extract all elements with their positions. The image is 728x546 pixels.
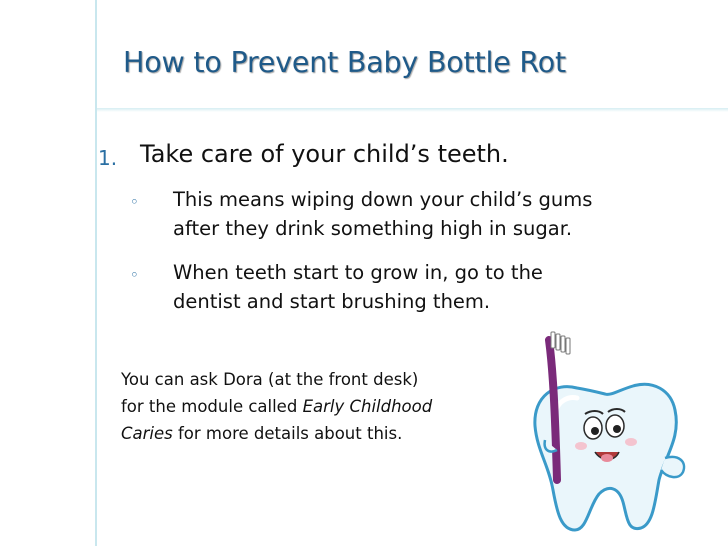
sub-item-line: after they drink something high in sugar. <box>173 217 573 240</box>
slide-title: How to Prevent Baby Bottle Rot <box>123 46 566 79</box>
tooth-with-toothbrush-icon <box>515 330 715 540</box>
tooth-arm <box>661 457 684 477</box>
tooth-cheek <box>625 438 637 446</box>
sub-item-line: dentist and start brushing them. <box>173 290 491 313</box>
list-item-number: 1. <box>98 146 118 170</box>
note-text: for more details about this. <box>172 424 403 443</box>
module-title: Early Childhood <box>302 397 433 416</box>
note-line <box>121 420 541 447</box>
list-item-text: Take care of your child’s teeth. <box>140 140 509 168</box>
sub-item <box>173 185 673 243</box>
note-line: You can ask Dora (at the front desk) <box>121 370 419 389</box>
info-note <box>121 366 541 447</box>
tooth-cheek <box>575 442 587 450</box>
tooth-tongue <box>601 454 613 462</box>
sub-item-line: When teeth start to grow in, go to the <box>173 261 543 284</box>
sub-bullet-icon: ◦ <box>130 193 139 211</box>
sub-item <box>173 258 673 316</box>
title-divider <box>97 108 728 112</box>
note-line <box>121 393 541 420</box>
tooth-pupil-left <box>591 427 599 435</box>
sub-item-line: This means wiping down your child’s gums <box>173 188 593 211</box>
module-title: Caries <box>121 424 173 443</box>
sub-bullet-icon: ◦ <box>130 266 139 284</box>
tooth-pupil-right <box>613 425 621 433</box>
note-text: for the module called <box>121 397 303 416</box>
left-accent-line <box>95 0 97 546</box>
